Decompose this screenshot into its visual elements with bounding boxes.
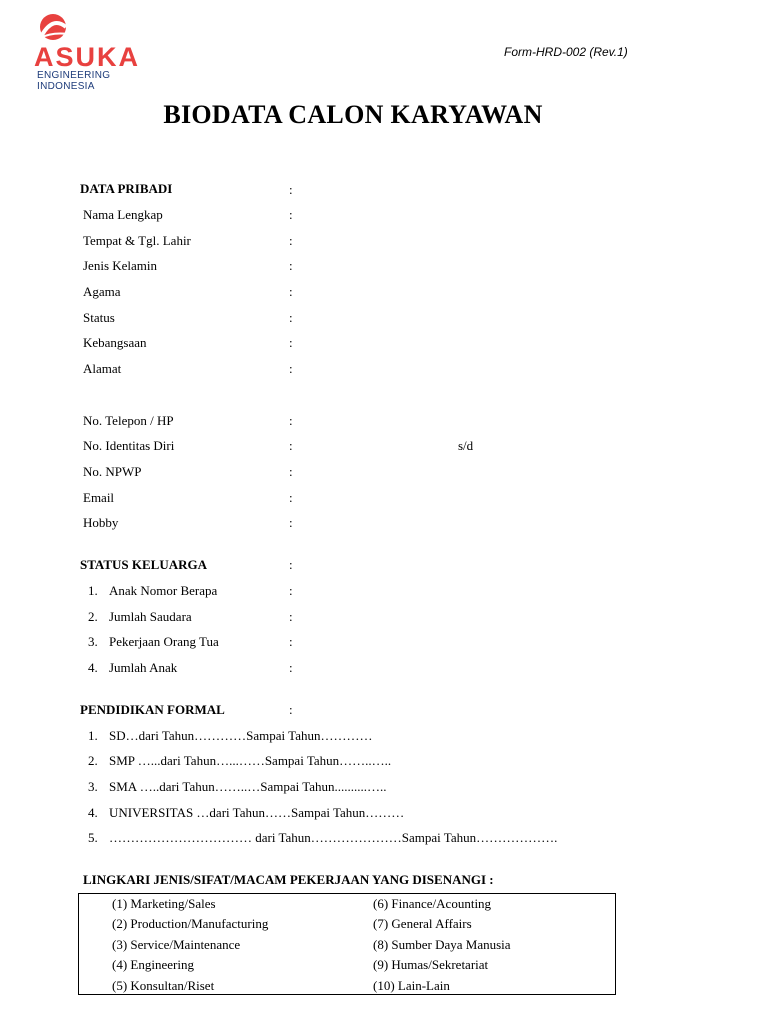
- colon: :: [289, 634, 293, 649]
- list-number: 4.: [88, 660, 98, 675]
- field-label-email: Email: [83, 490, 115, 505]
- list-number: 5.: [88, 830, 98, 845]
- colon: :: [289, 609, 293, 624]
- job-option: (7) General Affairs: [373, 916, 472, 931]
- job-option: (5) Konsultan/Riset: [112, 978, 215, 993]
- field-label-kebangsaan: Kebangsaan: [83, 335, 147, 350]
- job-option: (1) Marketing/Sales: [112, 896, 216, 911]
- list-item-pekerjaan-orang-tua: Pekerjaan Orang Tua: [109, 634, 219, 649]
- colon: :: [289, 361, 293, 376]
- field-label-identitas: No. Identitas Diri: [83, 438, 175, 453]
- section-heading-pekerjaan: LINGKARI JENIS/SIFAT/MACAM PEKERJAAN YANG DISENANGI :: [83, 872, 494, 887]
- list-number: 3.: [88, 779, 98, 794]
- list-item-universitas: UNIVERSITAS …dari Tahun……Sampai Tahun………: [109, 805, 405, 820]
- field-label-ttl: Tempat & Tgl. Lahir: [83, 233, 191, 248]
- form-code: Form-HRD-002 (Rev.1): [504, 45, 628, 59]
- colon: :: [289, 233, 293, 248]
- list-item-jumlah-anak: Jumlah Anak: [109, 660, 178, 675]
- logo-line-2: INDONESIA: [37, 81, 95, 92]
- company-logo: [34, 12, 174, 94]
- field-label-jenis-kelamin: Jenis Kelamin: [83, 258, 158, 273]
- colon: :: [289, 660, 293, 675]
- field-label-hobby: Hobby: [83, 515, 119, 530]
- job-option: (3) Service/Maintenance: [112, 937, 241, 952]
- colon: :: [289, 557, 293, 572]
- field-label-npwp: No. NPWP: [83, 464, 142, 479]
- list-number: 1.: [88, 583, 98, 598]
- job-option: (4) Engineering: [112, 957, 194, 972]
- job-option: (6) Finance/Acounting: [373, 896, 492, 911]
- field-label-alamat: Alamat: [83, 361, 122, 376]
- logo-mark-icon: [36, 12, 70, 42]
- list-item-jumlah-saudara: Jumlah Saudara: [109, 609, 192, 624]
- list-item-lainnya: …………………………… dari Tahun…………………Sampai Tahun……………….: [109, 830, 558, 845]
- logo-line-1: ENGINEERING: [37, 70, 111, 81]
- list-number: 2.: [88, 609, 98, 624]
- job-option: (9) Humas/Sekretariat: [373, 957, 489, 972]
- job-option: (10) Lain-Lain: [373, 978, 450, 993]
- field-label-status: Status: [83, 310, 115, 325]
- list-number: 3.: [88, 634, 98, 649]
- colon: :: [289, 702, 293, 717]
- colon: :: [289, 310, 293, 325]
- colon: :: [289, 335, 293, 350]
- colon: :: [289, 284, 293, 299]
- list-number: 1.: [88, 728, 98, 743]
- colon: :: [289, 583, 293, 598]
- page-title: BIODATA CALON KARYAWAN: [163, 100, 543, 129]
- list-number: 2.: [88, 753, 98, 768]
- colon: :: [289, 207, 293, 222]
- identitas-sd-label: s/d: [458, 438, 474, 453]
- colon: :: [289, 464, 293, 479]
- section-heading-status-keluarga: STATUS KELUARGA: [80, 557, 208, 572]
- section-heading-data-pribadi: DATA PRIBADI: [80, 181, 173, 196]
- colon: :: [289, 182, 293, 197]
- colon: :: [289, 515, 293, 530]
- list-number: 4.: [88, 805, 98, 820]
- colon: :: [289, 258, 293, 273]
- list-item-smp: SMP …...dari Tahun…...……Sampai Tahun……..…..: [109, 753, 392, 768]
- colon: :: [289, 413, 293, 428]
- job-option: (2) Production/Manufacturing: [112, 916, 269, 931]
- logo-brand: ASUKA: [34, 42, 141, 72]
- field-label-telepon: No. Telepon / HP: [83, 413, 174, 428]
- list-item-sma: SMA …..dari Tahun……..…Sampai Tahun..........…..: [109, 779, 387, 794]
- colon: :: [289, 438, 293, 453]
- field-label-agama: Agama: [83, 284, 121, 299]
- field-label-nama: Nama Lengkap: [83, 207, 163, 222]
- colon: :: [289, 490, 293, 505]
- list-item-sd: SD…dari Tahun…………Sampai Tahun…………: [109, 728, 373, 743]
- list-item-anak-nomor: Anak Nomor Berapa: [109, 583, 218, 598]
- section-heading-pendidikan: PENDIDIKAN FORMAL: [80, 702, 225, 717]
- job-option: (8) Sumber Daya Manusia: [373, 937, 511, 952]
